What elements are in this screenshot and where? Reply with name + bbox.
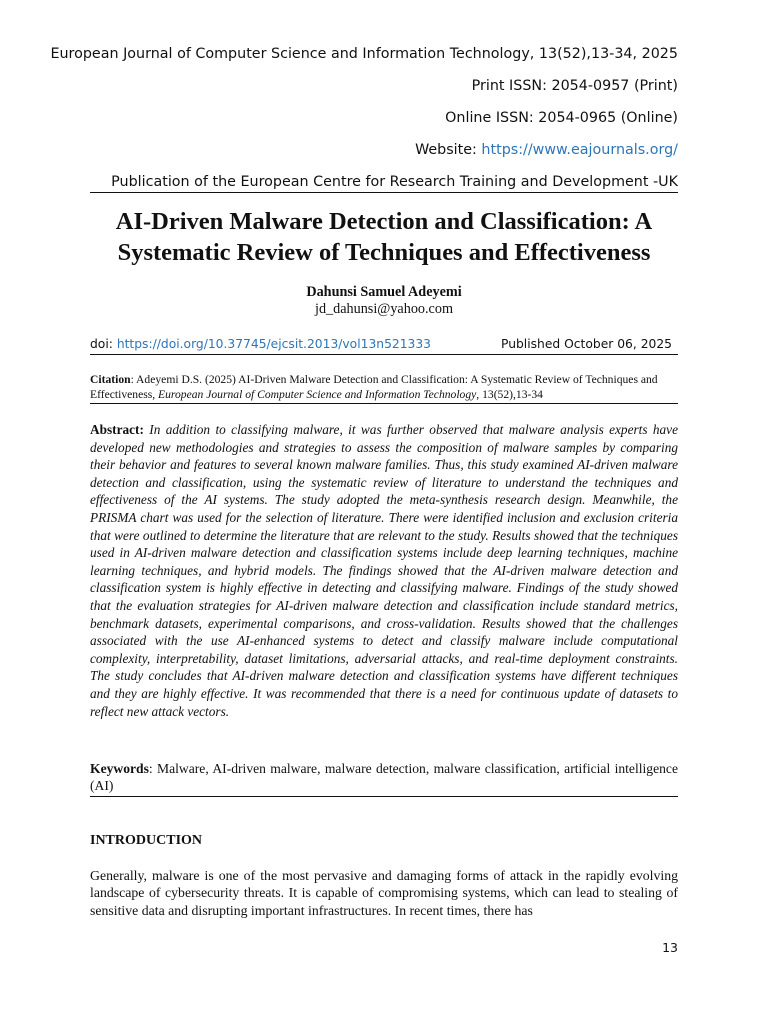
- published-date: Published October 06, 2025: [501, 337, 672, 351]
- website-link[interactable]: https://www.eajournals.org/: [481, 142, 678, 158]
- introduction-paragraph: Generally, malware is one of the most pervasive and damaging forms of attack in the rapidly evolving landscape of cybersecurity threats. It is capable of compromising systems, which can lead to stealing of sensitive data and disrupting important infrastructures. In recent times, there has: [90, 868, 678, 918]
- keywords-divider: [90, 796, 678, 797]
- keywords: [90, 760, 678, 794]
- author-email: jd_dahunsi@yahoo.com: [315, 301, 453, 317]
- abstract-label: Abstract:: [90, 422, 144, 437]
- doi-link[interactable]: https://doi.org/10.37745/ejcsit.2013/vol13n521333: [116, 337, 432, 351]
- doi-divider: [90, 354, 678, 355]
- online-issn: Online ISSN: 2054-0965 (Online): [445, 110, 678, 126]
- website-line: [415, 142, 678, 158]
- citation-journal: European Journal of Computer Science and Information Technology: [158, 388, 477, 401]
- print-issn: Print ISSN: 2054-0957 (Print): [471, 78, 678, 94]
- page-number: 13: [662, 940, 678, 955]
- abstract: [90, 421, 678, 720]
- publisher-line: Publication of the European Centre for Research Training and Development -UK: [111, 174, 678, 190]
- keywords-label: Keywords: [90, 761, 149, 776]
- paper-title: AI-Driven Malware Detection and Classification: A Systematic Review of Techniques and Effectiveness: [115, 208, 653, 266]
- citation-pages: , 13(52),13-34: [476, 388, 543, 401]
- citation-label: Citation: [90, 373, 131, 386]
- author-name: Dahunsi Samuel Adeyemi: [306, 284, 462, 300]
- website-label: Website:: [415, 142, 482, 158]
- citation-text: : Adeyemi D.S. (2025) AI-Driven Malware Detection and Classification: A Systematic Review of Techniques and Effectiveness,: [90, 373, 658, 401]
- keywords-text: : Malware, AI-driven malware, malware detection, malware classification, artificial intelligence (AI): [90, 761, 678, 793]
- citation: [90, 372, 678, 402]
- citation-divider: [90, 403, 678, 404]
- abstract-text: In addition to classifying malware, it was further observed that malware analysis experts have developed new methodologies and strategies to assess the composition of malware samples by comparing their behavior and features to several known malware families. Thus, this study examined AI-driven malware detection and classification, using the systematic review of literature to understand the techniques and effectiveness of the AI systems. The study adopted the meta-synthesis research design. Meanwhile, the PRISMA chart was used for the selection of literature. There were identified inclusion and exclusion criteria that were outlined to determine the literature that are relevant to the study. Results showed that the techniques used in AI-driven malware detection and classification systems include deep learning techniques, machine learning techniques, and hybrid models. The findings showed that the AI-driven malware detection and classification system is highly effective in detecting and classifying malware. Findings of the study showed that the evaluation strategies for AI-driven malware detection and classification include standard metrics, benchmark datasets, experimental comparisons, and cross-validation. Results showed that the challenges associated with the use AI-enhanced systems to detect and classify malware include computational complexity, interpretability, dataset limitations, adversarial attacks, and real-time deployment constraints. The study concludes that AI-driven malware detection and classification systems have different techniques and they are highly effective. It was recommended that there is a need for continuous update of datasets to reflect new attack vectors.: [90, 422, 678, 719]
- doi-row: [90, 337, 678, 351]
- journal-line: European Journal of Computer Science and Information Technology, 13(52),13-34, 2025: [50, 46, 678, 62]
- doi-label: doi:: [90, 337, 117, 351]
- section-heading-introduction: INTRODUCTION: [90, 833, 203, 848]
- header-divider: [90, 192, 678, 193]
